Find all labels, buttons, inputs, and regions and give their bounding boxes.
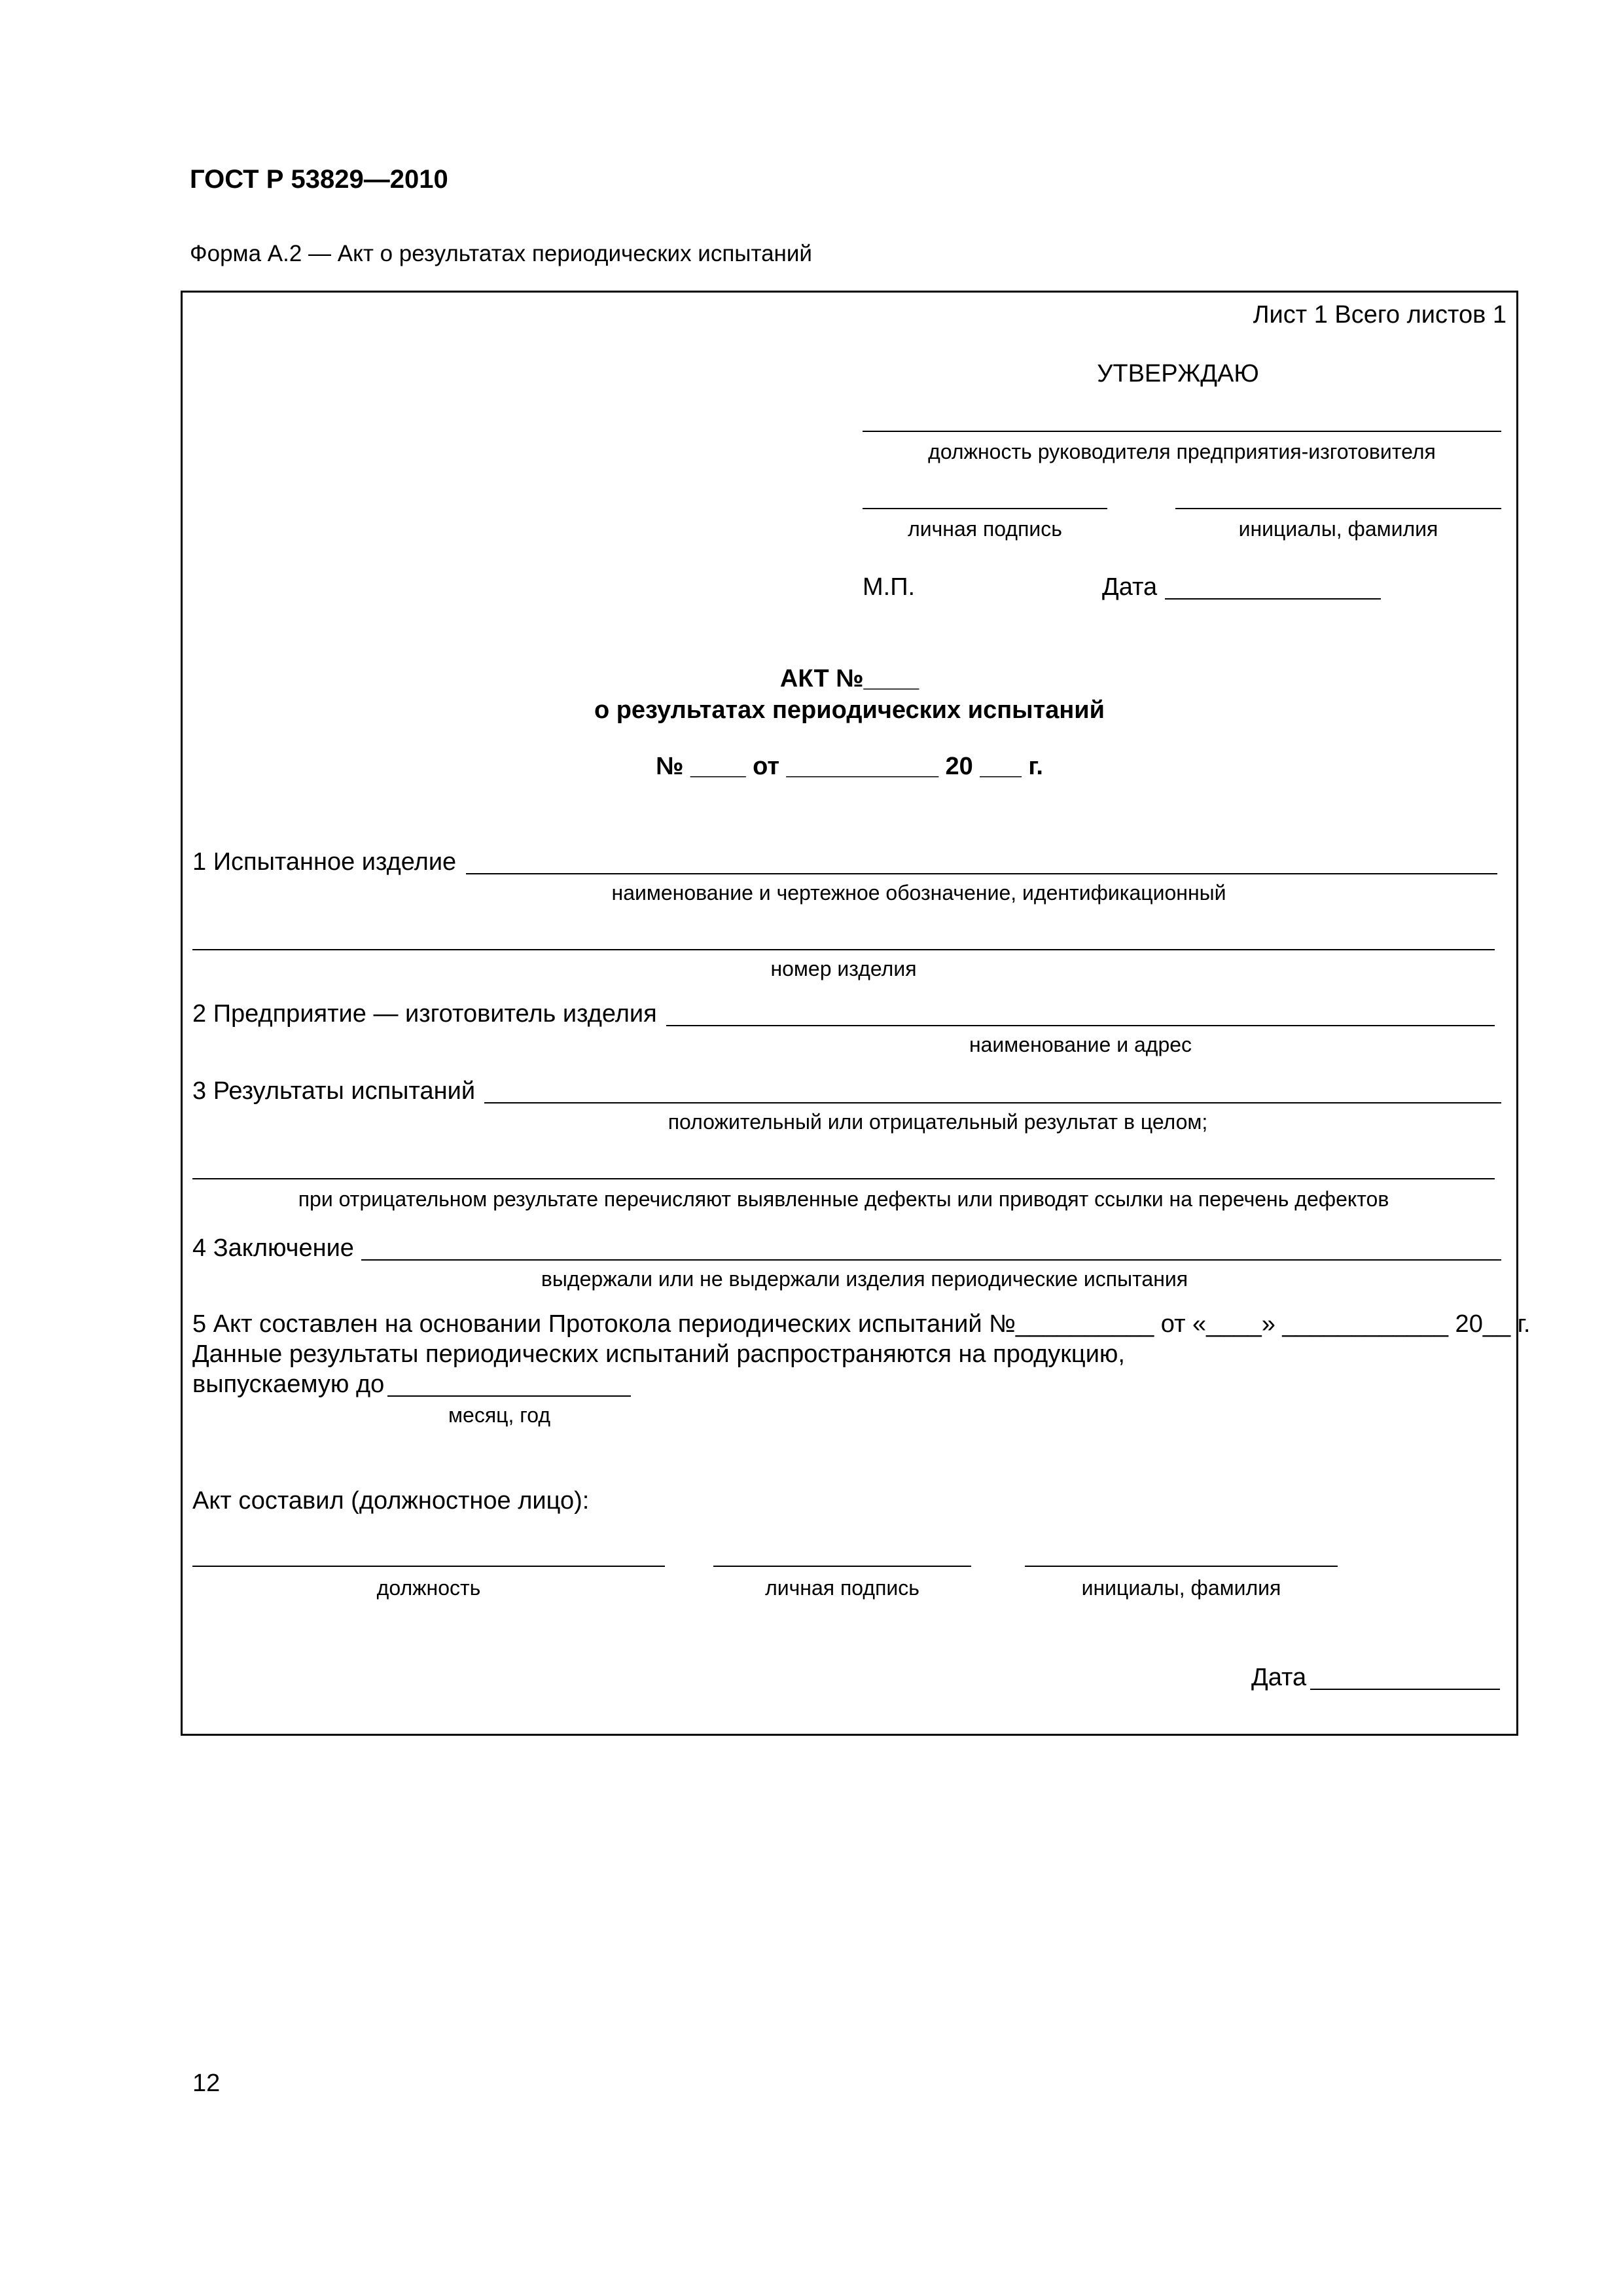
item5-line-1: 5 Акт составлен на основании Протокола периодических испытаний №__________ от «____» ____________ 20__ г. (192, 1310, 1531, 1338)
item2-caption: наименование и адрес (969, 1033, 1192, 1056)
item3-label: 3 Результаты испытаний (192, 1077, 476, 1105)
approve-heading: УТВЕРЖДАЮ (1097, 360, 1259, 387)
item3-caption: положительный или отрицательный результат в целом; (668, 1110, 1208, 1134)
item3-line[interactable] (484, 1102, 1501, 1103)
compiler-name-line[interactable] (1025, 1566, 1338, 1567)
standard-designation: ГОСТ Р 53829—2010 (190, 165, 448, 194)
item5-line-2: Данные результаты периодических испытаний распространяются на продукцию, (192, 1340, 1125, 1368)
form-caption: Форма А.2 — Акт о результатах периодических испытаний (190, 241, 812, 266)
item4-line[interactable] (361, 1259, 1501, 1261)
approve-date-line[interactable] (1165, 598, 1381, 600)
act-number-line: № ____ от ___________ 20 ___ г. (656, 753, 1043, 780)
item1-line[interactable] (466, 873, 1497, 874)
item5-month-line[interactable] (387, 1395, 631, 1397)
compiler-position-caption: должность (376, 1576, 481, 1600)
sheet-info: Лист 1 Всего листов 1 (1253, 301, 1507, 329)
approve-name-caption: инициалы, фамилия (1238, 517, 1438, 541)
approve-position-line[interactable] (863, 431, 1501, 432)
compiler-date-label: Дата (1251, 1664, 1307, 1691)
compiled-by-label: Акт составил (должностное лицо): (192, 1487, 590, 1515)
compiler-date-line[interactable] (1310, 1689, 1500, 1690)
approve-signature-caption: личная подпись (908, 517, 1062, 541)
item1-label: 1 Испытанное изделие (192, 848, 457, 876)
act-subtitle: о результатах периодических испытаний (594, 696, 1105, 724)
item1-caption-2: номер изделия (770, 957, 917, 980)
act-title: АКТ №____ (779, 665, 919, 692)
item1-caption: наименование и чертежное обозначение, идентификационный (611, 881, 1226, 905)
item5-line-3: выпускаемую до (192, 1371, 385, 1398)
item4-label: 4 Заключение (192, 1234, 354, 1262)
item2-label: 2 Предприятие — изготовитель изделия (192, 1000, 657, 1028)
item2-line[interactable] (666, 1025, 1495, 1026)
approve-position-caption: должность руководителя предприятия-изготовителя (928, 440, 1436, 463)
item4-caption: выдержали или не выдержали изделия периодические испытания (541, 1267, 1188, 1291)
stamp-label: М.П. (863, 573, 916, 601)
item3-caption-2: при отрицательном результате перечисляют выявленные дефекты или приводят ссылки на перечень дефектов (298, 1187, 1389, 1211)
compiler-name-caption: инициалы, фамилия (1081, 1576, 1281, 1600)
approve-date-label: Дата (1102, 573, 1158, 601)
item1-line-2[interactable] (192, 949, 1495, 950)
item5-caption: месяц, год (448, 1403, 550, 1427)
approve-signature-line[interactable] (863, 508, 1107, 509)
item3-line-2[interactable] (192, 1178, 1495, 1179)
page-number: 12 (192, 2070, 221, 2097)
compiler-signature-caption: личная подпись (765, 1576, 919, 1600)
compiler-position-line[interactable] (192, 1566, 665, 1567)
compiler-signature-line[interactable] (713, 1566, 971, 1567)
approve-name-line[interactable] (1175, 508, 1501, 509)
